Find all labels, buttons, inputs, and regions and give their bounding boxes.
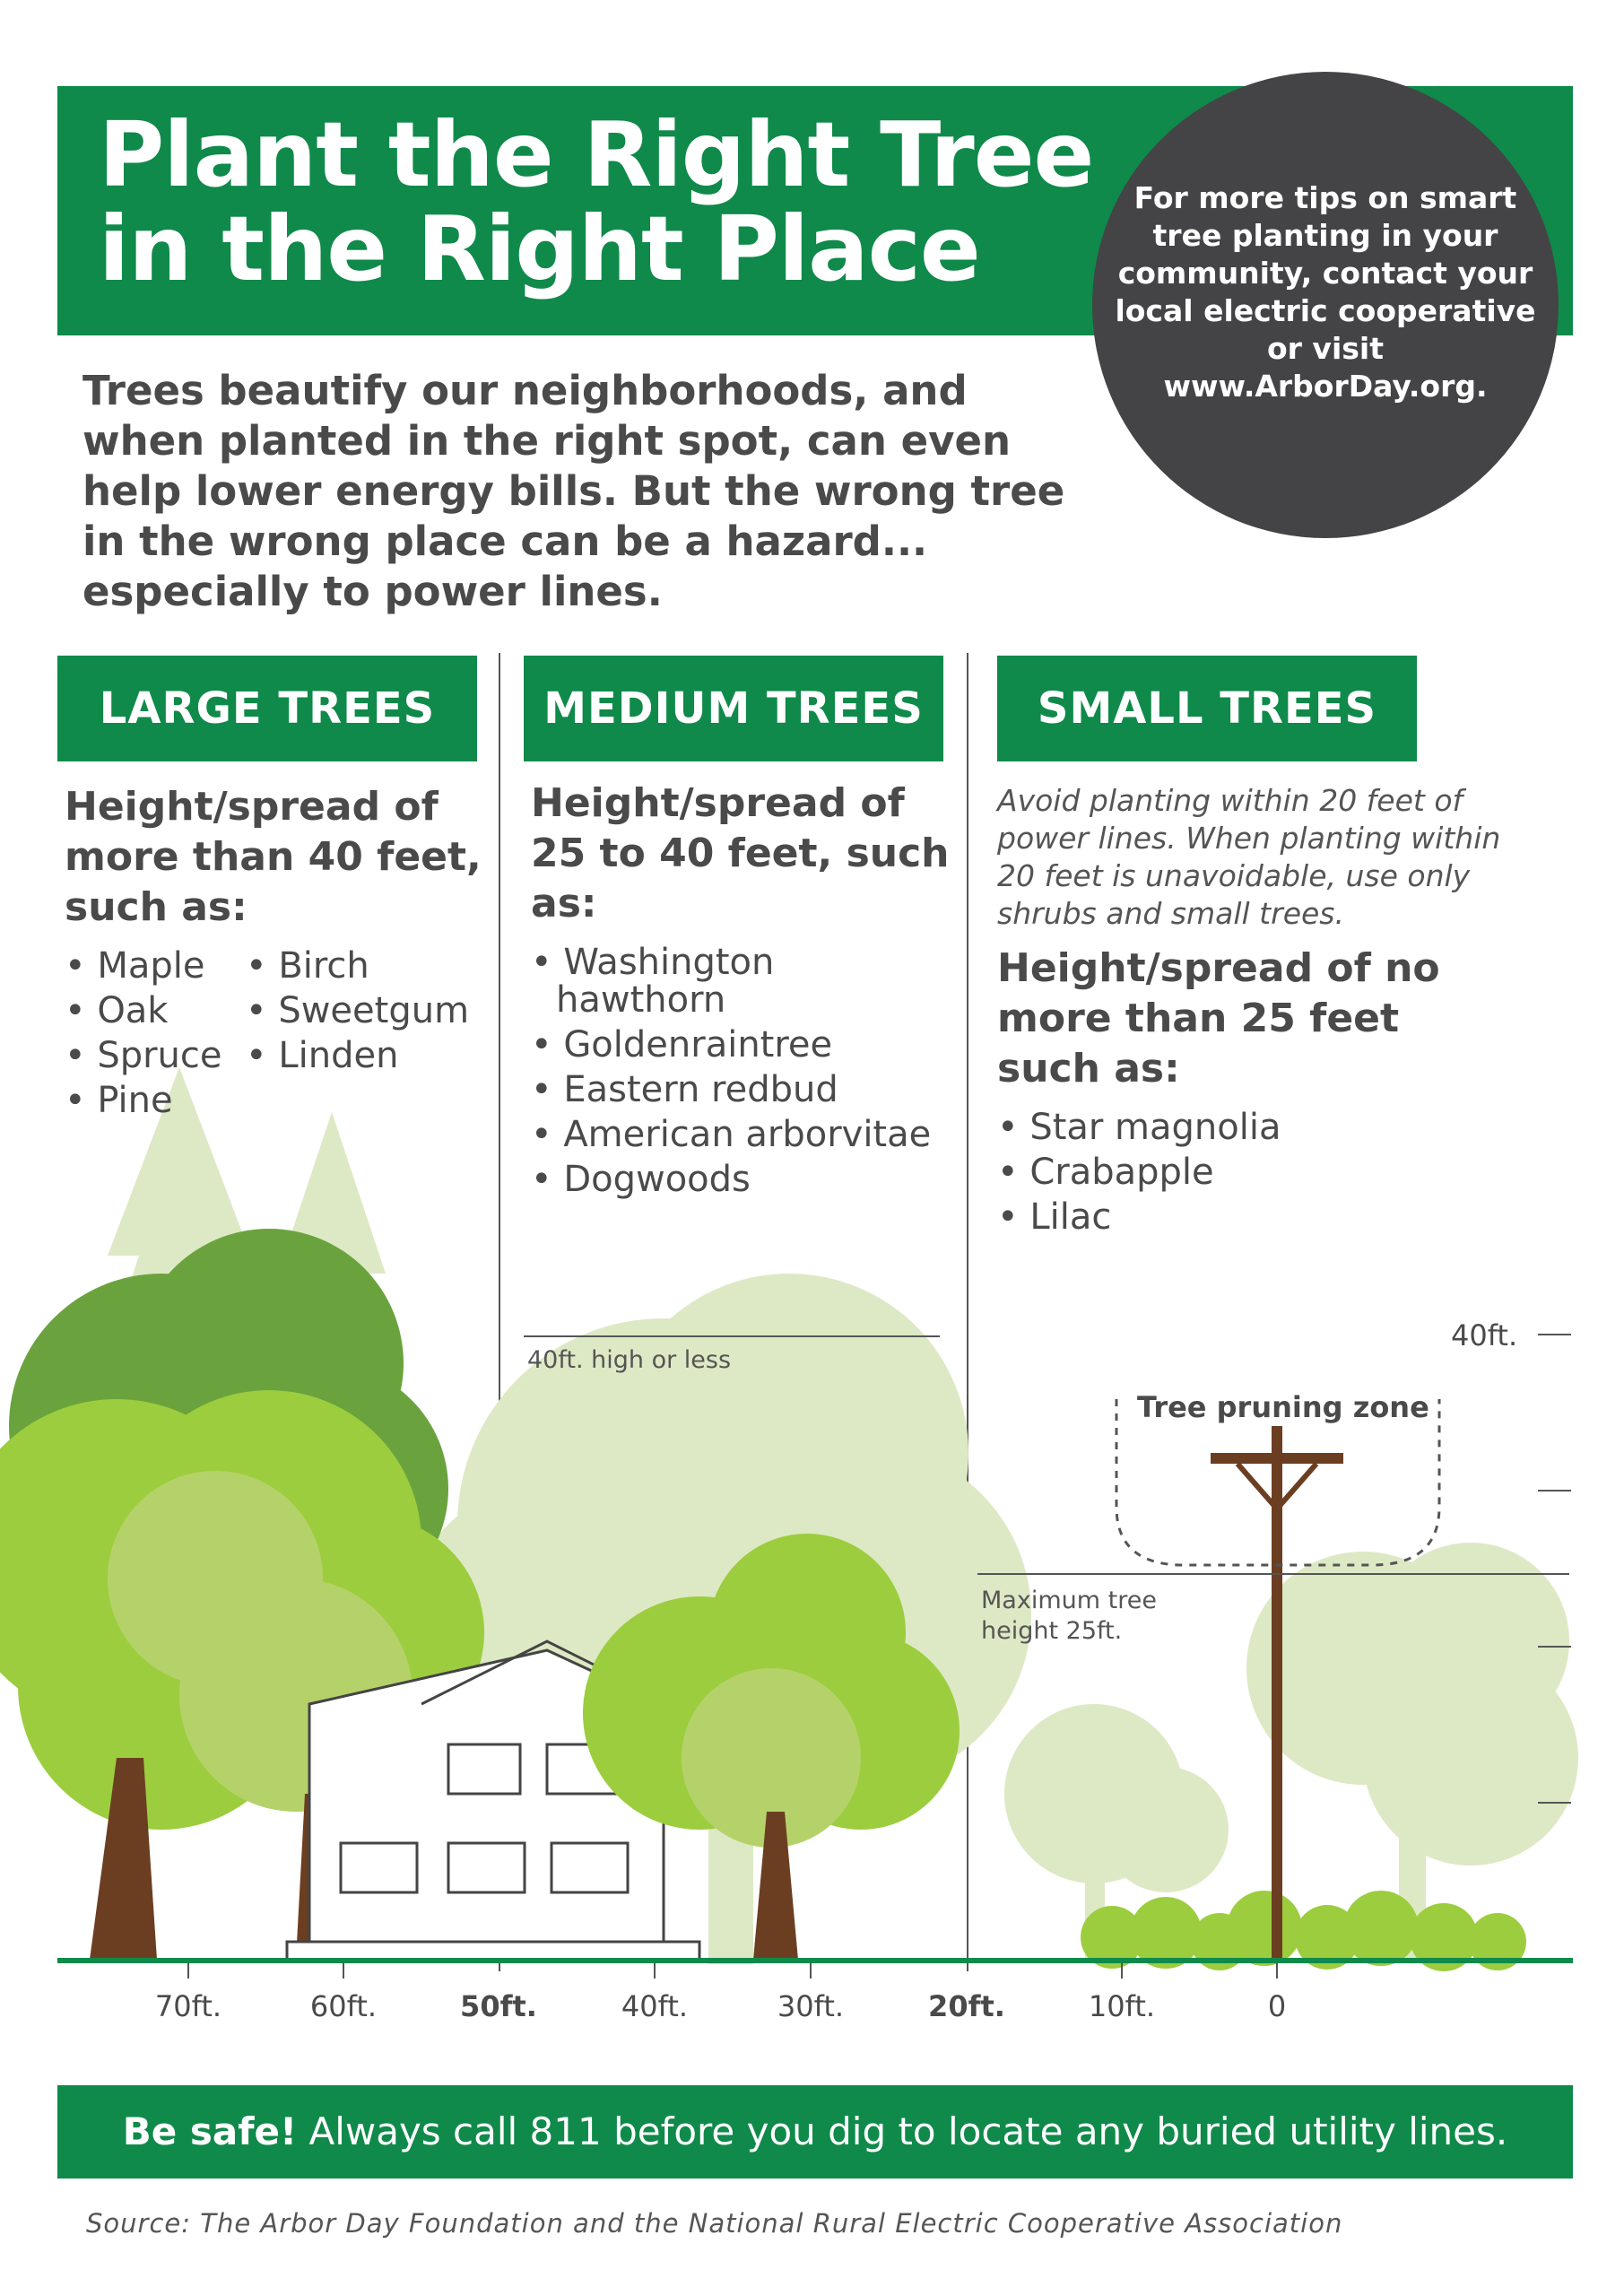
category-large-trees: LARGE TREES [57, 656, 477, 761]
safety-banner-text: Always call 811 before you dig to locate any buried utility lines. [297, 2109, 1508, 2153]
list-item: • Lilac [997, 1195, 1499, 1239]
list-item: • Sweetgum [246, 988, 497, 1033]
distance-label: 30ft. [777, 1989, 845, 2023]
info-circle-text: For more tips on smart tree planting in your community, contact your local electric cooperative or visit www.ArborDay.org. [1115, 180, 1536, 404]
list-item: • Birch [246, 944, 497, 988]
small-trees-note: Avoid planting within 20 feet of power lines. When planting within 20 feet is unavoidable, use only shrubs and small trees. [997, 783, 1501, 931]
medium-trees-list [531, 944, 943, 1205]
large-trees-heading: Height/spread of more than 40 feet, such as: [65, 784, 482, 930]
vertical-scale-top-label: 40ft. [1451, 1318, 1518, 1352]
list-item: • Dogwoods [531, 1161, 943, 1198]
safety-banner [57, 2085, 1573, 2179]
medium-trees-heading: Height/spread of 25 to 40 feet, such as: [531, 780, 950, 926]
large-trees-list-col2 [246, 944, 497, 1078]
max-height-label-line-1: Maximum tree [981, 1587, 1157, 1614]
list-item: • American arborvitae [531, 1116, 943, 1153]
distance-label-bold: 20ft. [928, 1989, 1005, 2023]
medium-height-label: 40ft. high or less [527, 1346, 732, 1374]
distance-label: 60ft. [309, 1989, 378, 2023]
distance-label: 70ft. [154, 1989, 222, 2023]
intro-paragraph: Trees beautify our neighborhoods, and when planted in the right spot, can even help lower energy bills. But the wrong tree in the wrong place can be a hazard... especially to power lines. [83, 367, 1065, 615]
pruning-zone-label: Tree pruning zone [1132, 1390, 1435, 1424]
max-height-label [981, 1586, 1157, 1647]
list-item: • Star magnolia [997, 1105, 1499, 1150]
list-item: • Pine [65, 1078, 244, 1123]
large-trees-list-col1 [65, 944, 244, 1123]
source-citation: Source: The Arbor Day Foundation and the National Rural Electric Cooperative Association [86, 2208, 1343, 2239]
title-line-1: Plant the Right Tree [99, 102, 1094, 207]
list-item: • Crabapple [997, 1150, 1499, 1195]
distance-label-bold: 50ft. [460, 1989, 537, 2023]
list-item: • Eastern redbud [531, 1071, 943, 1109]
list-item: • Washington hawthorn [531, 944, 943, 1019]
category-small-trees: SMALL TREES [997, 656, 1417, 761]
list-item: • Spruce [65, 1033, 244, 1078]
safety-banner-bold: Be safe! [122, 2109, 298, 2153]
small-trees-heading: Height/spread of no more than 25 feet such as: [997, 945, 1440, 1091]
distance-label: 0 [1267, 1989, 1287, 2023]
distance-label: 40ft. [621, 1989, 689, 2023]
category-medium-trees: MEDIUM TREES [524, 656, 943, 761]
small-trees-list [997, 1105, 1499, 1239]
list-item: • Linden [246, 1033, 497, 1078]
list-item: • Goldenraintree [531, 1026, 943, 1064]
ground-line [57, 1958, 1573, 1963]
max-height-label-line-2: height 25ft. [981, 1617, 1123, 1645]
list-item: • Oak [65, 988, 244, 1033]
title-line-2: in the Right Place [99, 196, 980, 301]
list-item: • Maple [65, 944, 244, 988]
distance-label: 10ft. [1088, 1989, 1156, 2023]
